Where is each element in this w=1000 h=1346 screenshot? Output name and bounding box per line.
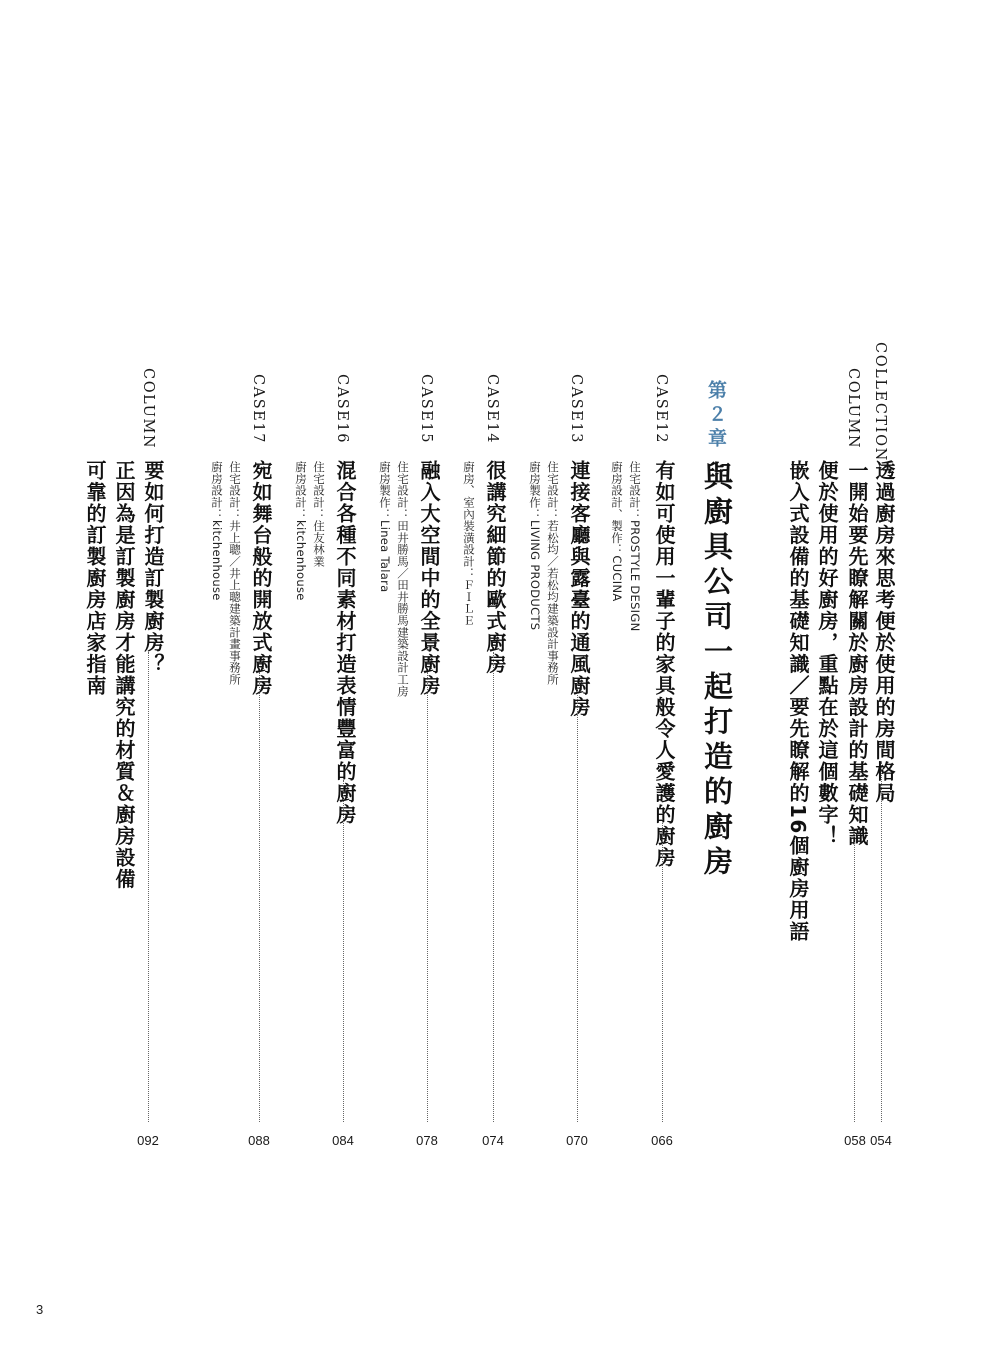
entry-credit-2: 廚房設計：kitchenhouse xyxy=(210,461,224,601)
dot-leader xyxy=(577,682,578,1122)
entry-credit-2: 廚房製作：LIVING PRODUCTS xyxy=(528,461,542,631)
dot-leader xyxy=(343,780,344,1122)
page-number: 088 xyxy=(248,1133,270,1148)
page-number: 054 xyxy=(870,1133,892,1148)
dot-leader xyxy=(259,672,260,1122)
entry-title: 有如可使用一輩子的家具般令人愛護的廚房 xyxy=(652,460,676,869)
entry-title: 很講究細節的歐式廚房 xyxy=(483,460,507,675)
entry-label: CASE13 xyxy=(568,374,584,445)
entry-title: 透過廚房來思考便於使用的房間格局 xyxy=(872,460,896,804)
entry-label: COLUMN xyxy=(140,368,156,450)
dot-leader xyxy=(148,652,149,1122)
entry-credit-1: 廚房、室內裝潢設計：ＦＩＬＥ xyxy=(462,461,476,627)
entry-label: CASE17 xyxy=(250,374,266,445)
entry-title-line-2: 便於使用的好廚房，重點在於這個數字！ xyxy=(815,460,839,847)
dot-leader xyxy=(493,652,494,1122)
entry-title-line-3: 嵌入式設備的基礎知識／要先瞭解的16個廚房用語 xyxy=(786,460,810,943)
entry-credit-1: 住宅設計：若松均／若松均建築設計事務所 xyxy=(546,461,560,686)
entry-title-line-3: 可靠的訂製廚房店家指南 xyxy=(83,460,107,697)
entry-title: 連接客廳與露臺的通風廚房 xyxy=(567,460,591,718)
entry-label: COLLECTION xyxy=(872,342,888,462)
page-folio: 3 xyxy=(36,1302,44,1317)
entry-title: 混合各種不同素材打造表情豐富的廚房 xyxy=(333,460,357,826)
page-number: 078 xyxy=(416,1133,438,1148)
entry-title-line-2: 正因為是訂製廚房才能講究的材質＆廚房設備 xyxy=(112,460,136,890)
entry-title-line-1: 要如何打造訂製廚房？ xyxy=(141,460,165,675)
dot-leader xyxy=(662,812,663,1122)
entry-title-line-1: 一開始要先瞭解關於廚房設計的基礎知識 xyxy=(845,460,869,847)
entry-label: CASE12 xyxy=(653,374,669,445)
dot-leader xyxy=(881,762,882,1122)
page-number: 058 xyxy=(844,1133,866,1148)
entry-label: CASE14 xyxy=(484,374,500,445)
entry-title: 融入大空間中的全景廚房 xyxy=(417,460,441,697)
page-number: 074 xyxy=(482,1133,504,1148)
chapter-title: 與廚具公司一起打造的廚房 xyxy=(700,461,734,881)
page-number: 084 xyxy=(332,1133,354,1148)
entry-title: 宛如舞台般的開放式廚房 xyxy=(249,460,273,697)
entry-credit-1: 住宅設計：田井勝馬／田井勝馬建築設計工房 xyxy=(396,461,410,697)
dot-leader xyxy=(854,842,855,1122)
entry-credit-2: 廚房設計、製作：CUCINA xyxy=(610,461,624,602)
entry-credit-2: 廚房設計：kitchenhouse xyxy=(294,461,308,601)
entry-credit-1: 住宅設計：住友林業 xyxy=(312,461,326,568)
chapter-number: 第２章 xyxy=(705,380,727,452)
entry-credit-1: 住宅設計：PROSTYLE DESIGN xyxy=(628,461,642,632)
entry-label: COLUMN xyxy=(845,368,861,450)
entry-label: CASE15 xyxy=(418,374,434,445)
page-number: 066 xyxy=(651,1133,673,1148)
entry-label: CASE16 xyxy=(334,374,350,445)
entry-credit-2: 廚房製作：Linea Talara xyxy=(378,461,392,593)
dot-leader xyxy=(427,672,428,1122)
page-number: 092 xyxy=(137,1133,159,1148)
entry-credit-1: 住宅設計：井上聰／井上聰建築計畫事務所 xyxy=(228,461,242,686)
page-number: 070 xyxy=(566,1133,588,1148)
